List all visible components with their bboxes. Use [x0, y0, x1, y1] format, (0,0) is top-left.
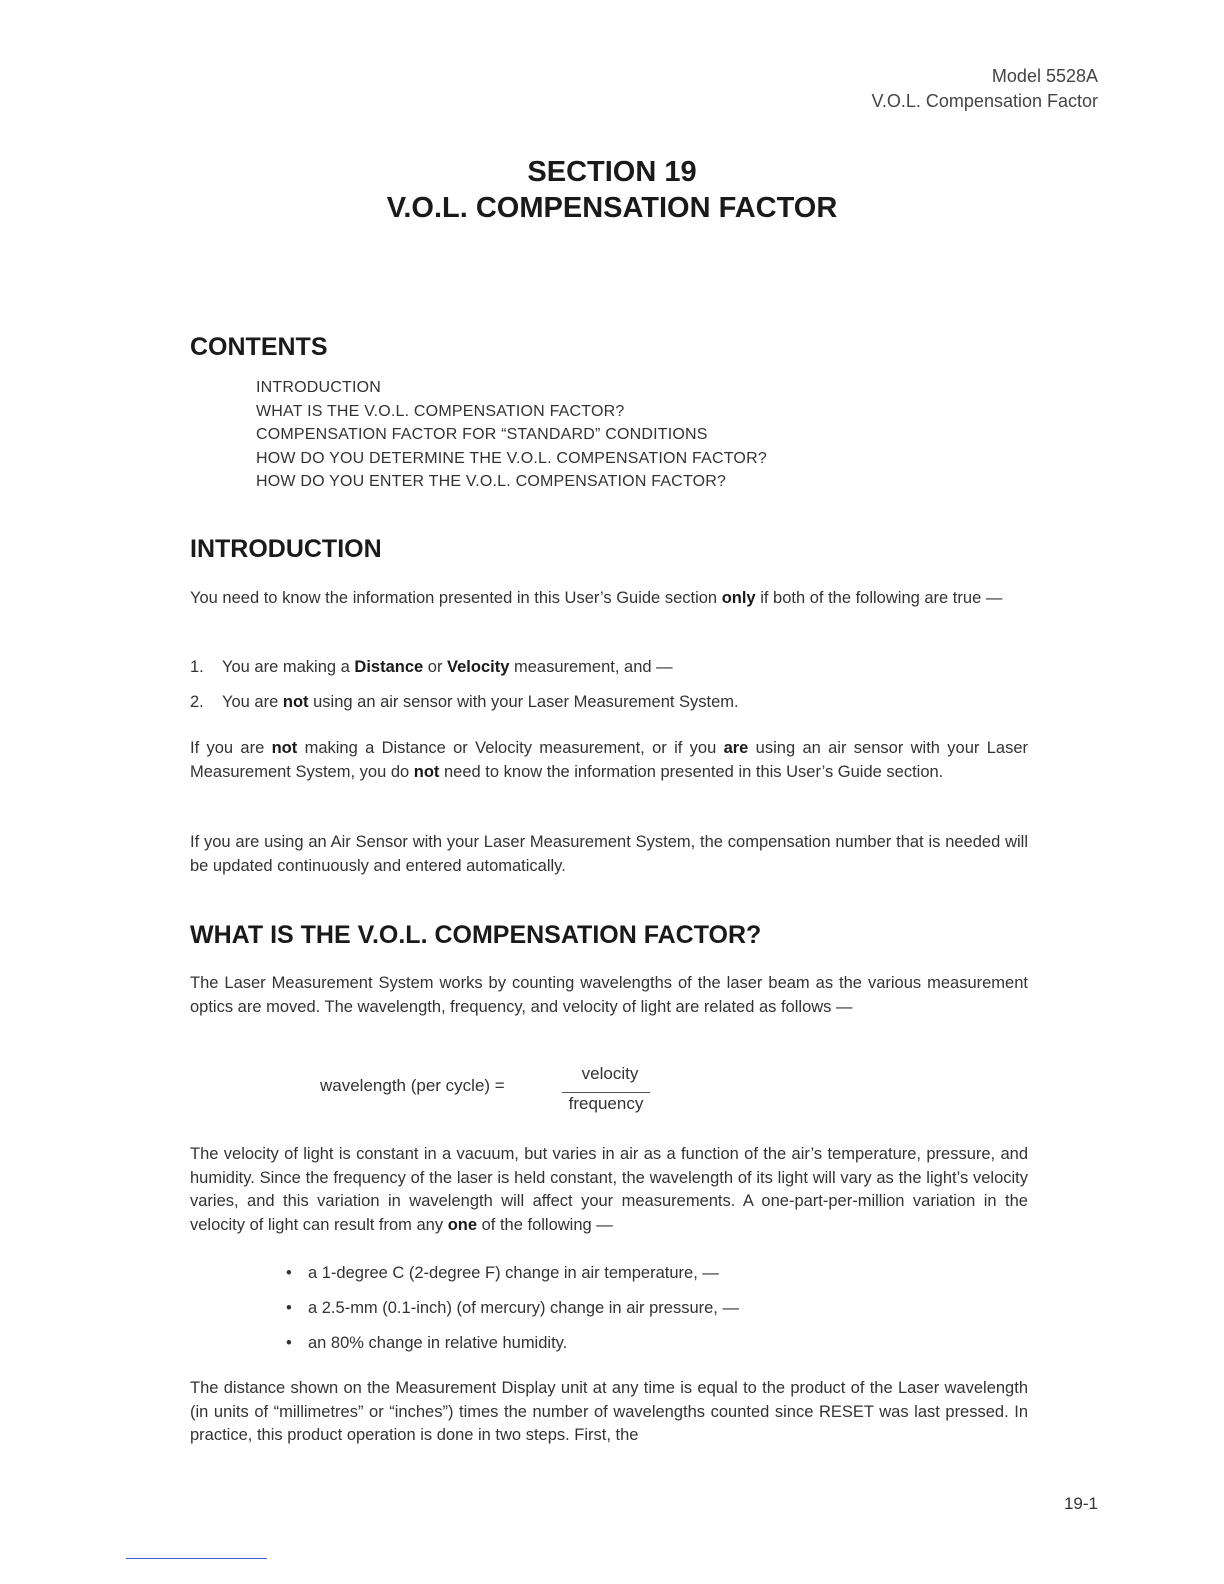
bold-run: not	[271, 739, 298, 757]
section-name: V.O.L. COMPENSATION FACTOR	[386, 192, 838, 224]
wavelength-formula	[320, 1064, 680, 1124]
formula-lhs: wavelength (per cycle) =	[320, 1076, 505, 1095]
text-run: using an air sensor with your Laser Measurement System, you do	[190, 739, 1028, 781]
what-is-paragraph-1: The Laser Measurement System works by counting wavelengths of the laser beam as the various measurement optics are moved. The wavelength, frequency, and velocity of light are related as follows —	[190, 974, 1028, 1016]
contents-item: INTRODUCTION	[256, 379, 382, 396]
section-number: SECTION 19	[527, 156, 697, 188]
text-run: of the following —	[477, 1215, 613, 1234]
formula-denominator: frequency	[568, 1094, 644, 1113]
contents-item: HOW DO YOU ENTER THE V.O.L. COMPENSATION FACTOR?	[256, 473, 727, 490]
fraction-bar	[562, 1092, 650, 1093]
text-run: making a Distance or Velocity measurement, or if you	[297, 739, 724, 757]
contents-item: COMPENSATION FACTOR FOR “STANDARD” CONDITIONS	[256, 426, 708, 443]
bold-run: Velocity	[447, 658, 510, 676]
bold-run: one	[447, 1215, 478, 1234]
text-run: The velocity of light is constant in a vacuum, but varies in air as a function of the air’s temperature, pressure, and humidity. Since the frequency of the laser is held constant, the wavelength of its light will vary as the light’s velocity varies, and this variation in wavelength will affect your measurements. A one-part-per-million variation in the velocity of light can result from any	[190, 1145, 1028, 1234]
text-run: You are	[222, 693, 283, 711]
bullet-text: a 1-degree C (2-degree F) change in air temperature, —	[308, 1264, 719, 1282]
page-number: 19-1	[1063, 1494, 1098, 1513]
bullet-item	[286, 1262, 739, 1297]
bullet-text: a 2.5-mm (0.1-inch) (of mercury) change in air pressure, —	[308, 1299, 739, 1317]
what-is-heading: WHAT IS THE V.O.L. COMPENSATION FACTOR?	[190, 921, 762, 949]
text-run: or	[423, 658, 448, 676]
intro-paragraph-3: If you are using an Air Sensor with your Laser Measurement System, the compensation number that is needed will be updated continuously and entered automatically.	[190, 833, 1028, 875]
text-run: You are making a	[222, 658, 355, 676]
bullet-icon: •	[286, 1299, 292, 1317]
header-subtitle: V.O.L. Compensation Factor	[871, 91, 1098, 111]
bullet-list	[286, 1262, 739, 1367]
text-run: measurement, and —	[509, 658, 673, 676]
text-run: If you are	[190, 739, 272, 757]
item-number: 1.	[190, 658, 204, 676]
bold-run: not	[282, 693, 309, 711]
contents-item: HOW DO YOU DETERMINE THE V.O.L. COMPENSATION FACTOR?	[256, 449, 767, 467]
bullet-text: an 80% change in relative humidity.	[308, 1334, 568, 1352]
text-run: if both of the following are true —	[755, 589, 1003, 607]
text-run: using an air sensor with your Laser Measurement System.	[308, 693, 739, 711]
numbered-item	[190, 691, 739, 714]
bullet-item	[286, 1297, 739, 1332]
bold-run: only	[721, 589, 756, 607]
bullet-icon: •	[286, 1334, 292, 1352]
contents-item: WHAT IS THE V.O.L. COMPENSATION FACTOR?	[256, 402, 625, 420]
bullet-item	[286, 1332, 739, 1367]
contents-heading: CONTENTS	[190, 333, 328, 361]
text-run: You need to know the information presented in this User’s Guide section	[190, 589, 722, 607]
text-run: need to know the information presented in this User’s Guide section.	[439, 762, 944, 781]
item-number: 2.	[190, 693, 204, 711]
footer-link-underline[interactable]	[126, 1558, 267, 1559]
intro-paragraph-1	[190, 587, 1028, 611]
section-title	[0, 154, 1224, 226]
what-is-paragraph-3: The distance shown on the Measurement Display unit at any time is equal to the product of the Laser wavelength (in units of “millimetres” or “inches”) times the number of wavelengths counted since RESET was last pressed. In practice, this product operation is done in two steps. First, the	[190, 1379, 1028, 1444]
header-model: Model 5528A	[991, 66, 1098, 86]
contents-list	[256, 376, 767, 494]
formula-numerator: velocity	[581, 1064, 639, 1083]
introduction-heading: INTRODUCTION	[190, 535, 382, 563]
intro-paragraph-2	[190, 737, 1028, 784]
bullet-icon: •	[286, 1264, 292, 1282]
bold-run: not	[413, 762, 440, 781]
what-is-paragraph-2	[190, 1143, 1028, 1237]
numbered-item	[190, 656, 673, 679]
bold-run: are	[723, 739, 749, 757]
running-header	[872, 64, 1098, 114]
bold-run: Distance	[354, 658, 424, 676]
